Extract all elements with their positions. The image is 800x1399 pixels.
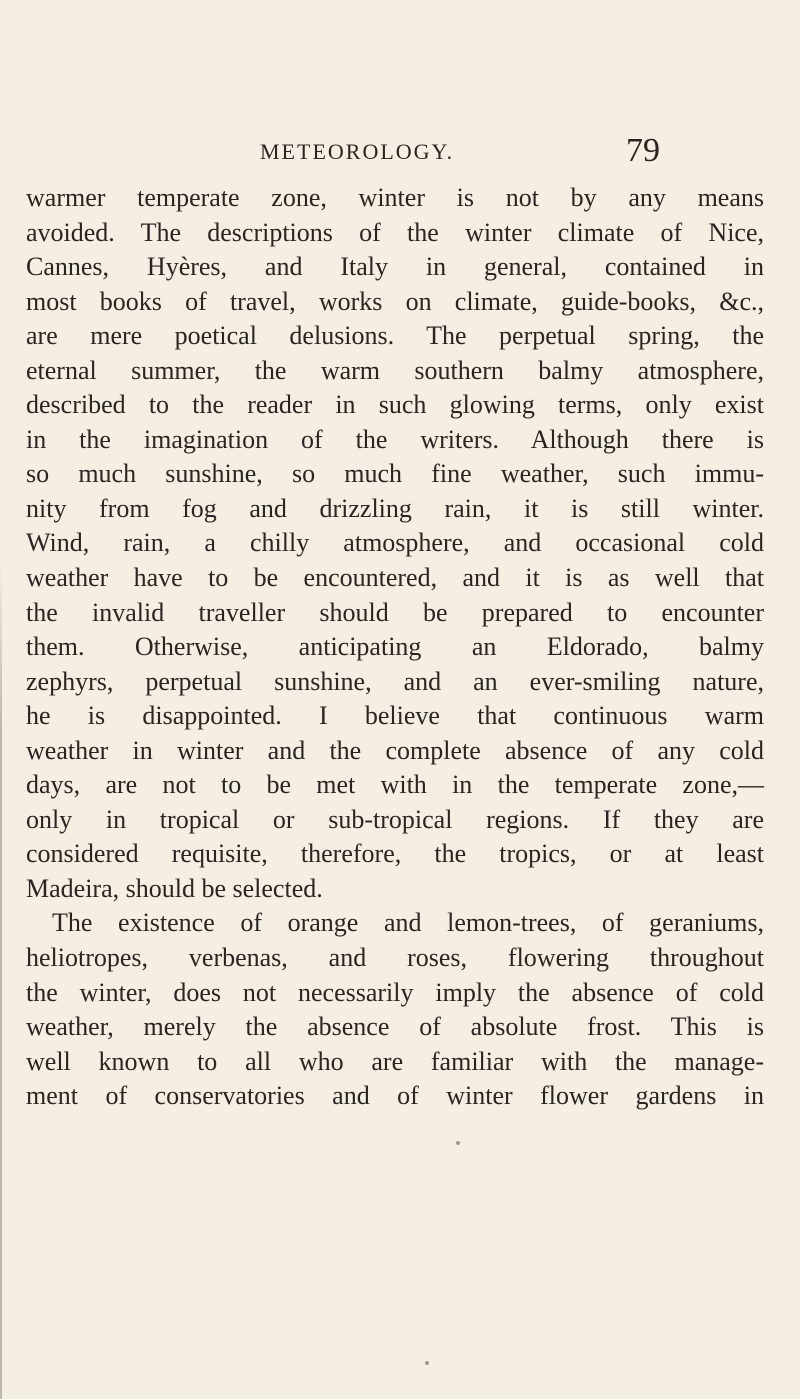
text-line: so much sunshine, so much fine weather, such immu- bbox=[26, 459, 764, 489]
paper-speck bbox=[425, 1361, 429, 1365]
text-line: them. Otherwise, anticipating an Eldorado, balmy bbox=[26, 632, 764, 662]
text-line: most books of travel, works on climate, guide-books, &c., bbox=[26, 286, 764, 316]
text-line: well known to all who are familiar with the manage- bbox=[26, 1046, 764, 1076]
text-line: nity from fog and drizzling rain, it is still winter. bbox=[26, 493, 764, 523]
text-line: weather have to be encountered, and it is as well that bbox=[26, 563, 764, 593]
paragraph-end-line: Madeira, should be selected. bbox=[26, 873, 323, 903]
body-text bbox=[26, 181, 764, 1114]
text-line: only in tropical or sub-tropical regions. If they are bbox=[26, 804, 764, 834]
text-line: eternal summer, the warm southern balmy atmosphere, bbox=[26, 355, 764, 385]
text-line: zephyrs, perpetual sunshine, and an ever-smiling nature, bbox=[26, 666, 764, 696]
text-line: Cannes, Hyères, and Italy in general, contained in bbox=[26, 252, 764, 282]
text-line: are mere poetical delusions. The perpetual spring, the bbox=[26, 321, 764, 351]
running-head: METEOROLOGY. bbox=[260, 139, 455, 164]
text-line: weather in winter and the complete absence of any cold bbox=[26, 735, 764, 765]
text-line: the invalid traveller should be prepared to encounter bbox=[26, 597, 764, 627]
text-line: the winter, does not necessarily imply the absence of cold bbox=[26, 977, 764, 1007]
text-line: considered requisite, therefore, the tropics, or at least bbox=[26, 839, 764, 869]
text-line: he is disappointed. I believe that continuous warm bbox=[26, 701, 764, 731]
text-line: ment of conservatories and of winter flower gardens in bbox=[26, 1081, 764, 1111]
text-line: described to the reader in such glowing terms, only exist bbox=[26, 390, 764, 420]
page-number: 79 bbox=[626, 132, 660, 169]
text-line: Wind, rain, a chilly atmosphere, and occasional cold bbox=[26, 528, 764, 558]
paper-speck bbox=[456, 1141, 460, 1145]
page-edge-shadow bbox=[0, 560, 2, 1399]
text-line: heliotropes, verbenas, and roses, flowering throughout bbox=[26, 943, 764, 973]
page-header bbox=[0, 132, 800, 176]
text-line: days, are not to be met with in the temperate zone,— bbox=[26, 770, 764, 800]
text-line: avoided. The descriptions of the winter climate of Nice, bbox=[26, 217, 764, 247]
text-line: weather, merely the absence of absolute frost. This is bbox=[26, 1012, 764, 1042]
paragraph-start-line: The existence of orange and lemon-trees, of geraniums, bbox=[52, 908, 764, 938]
text-line: in the imagination of the writers. Although there is bbox=[26, 424, 764, 454]
text-line: warmer temperate zone, winter is not by any means bbox=[26, 183, 764, 212]
